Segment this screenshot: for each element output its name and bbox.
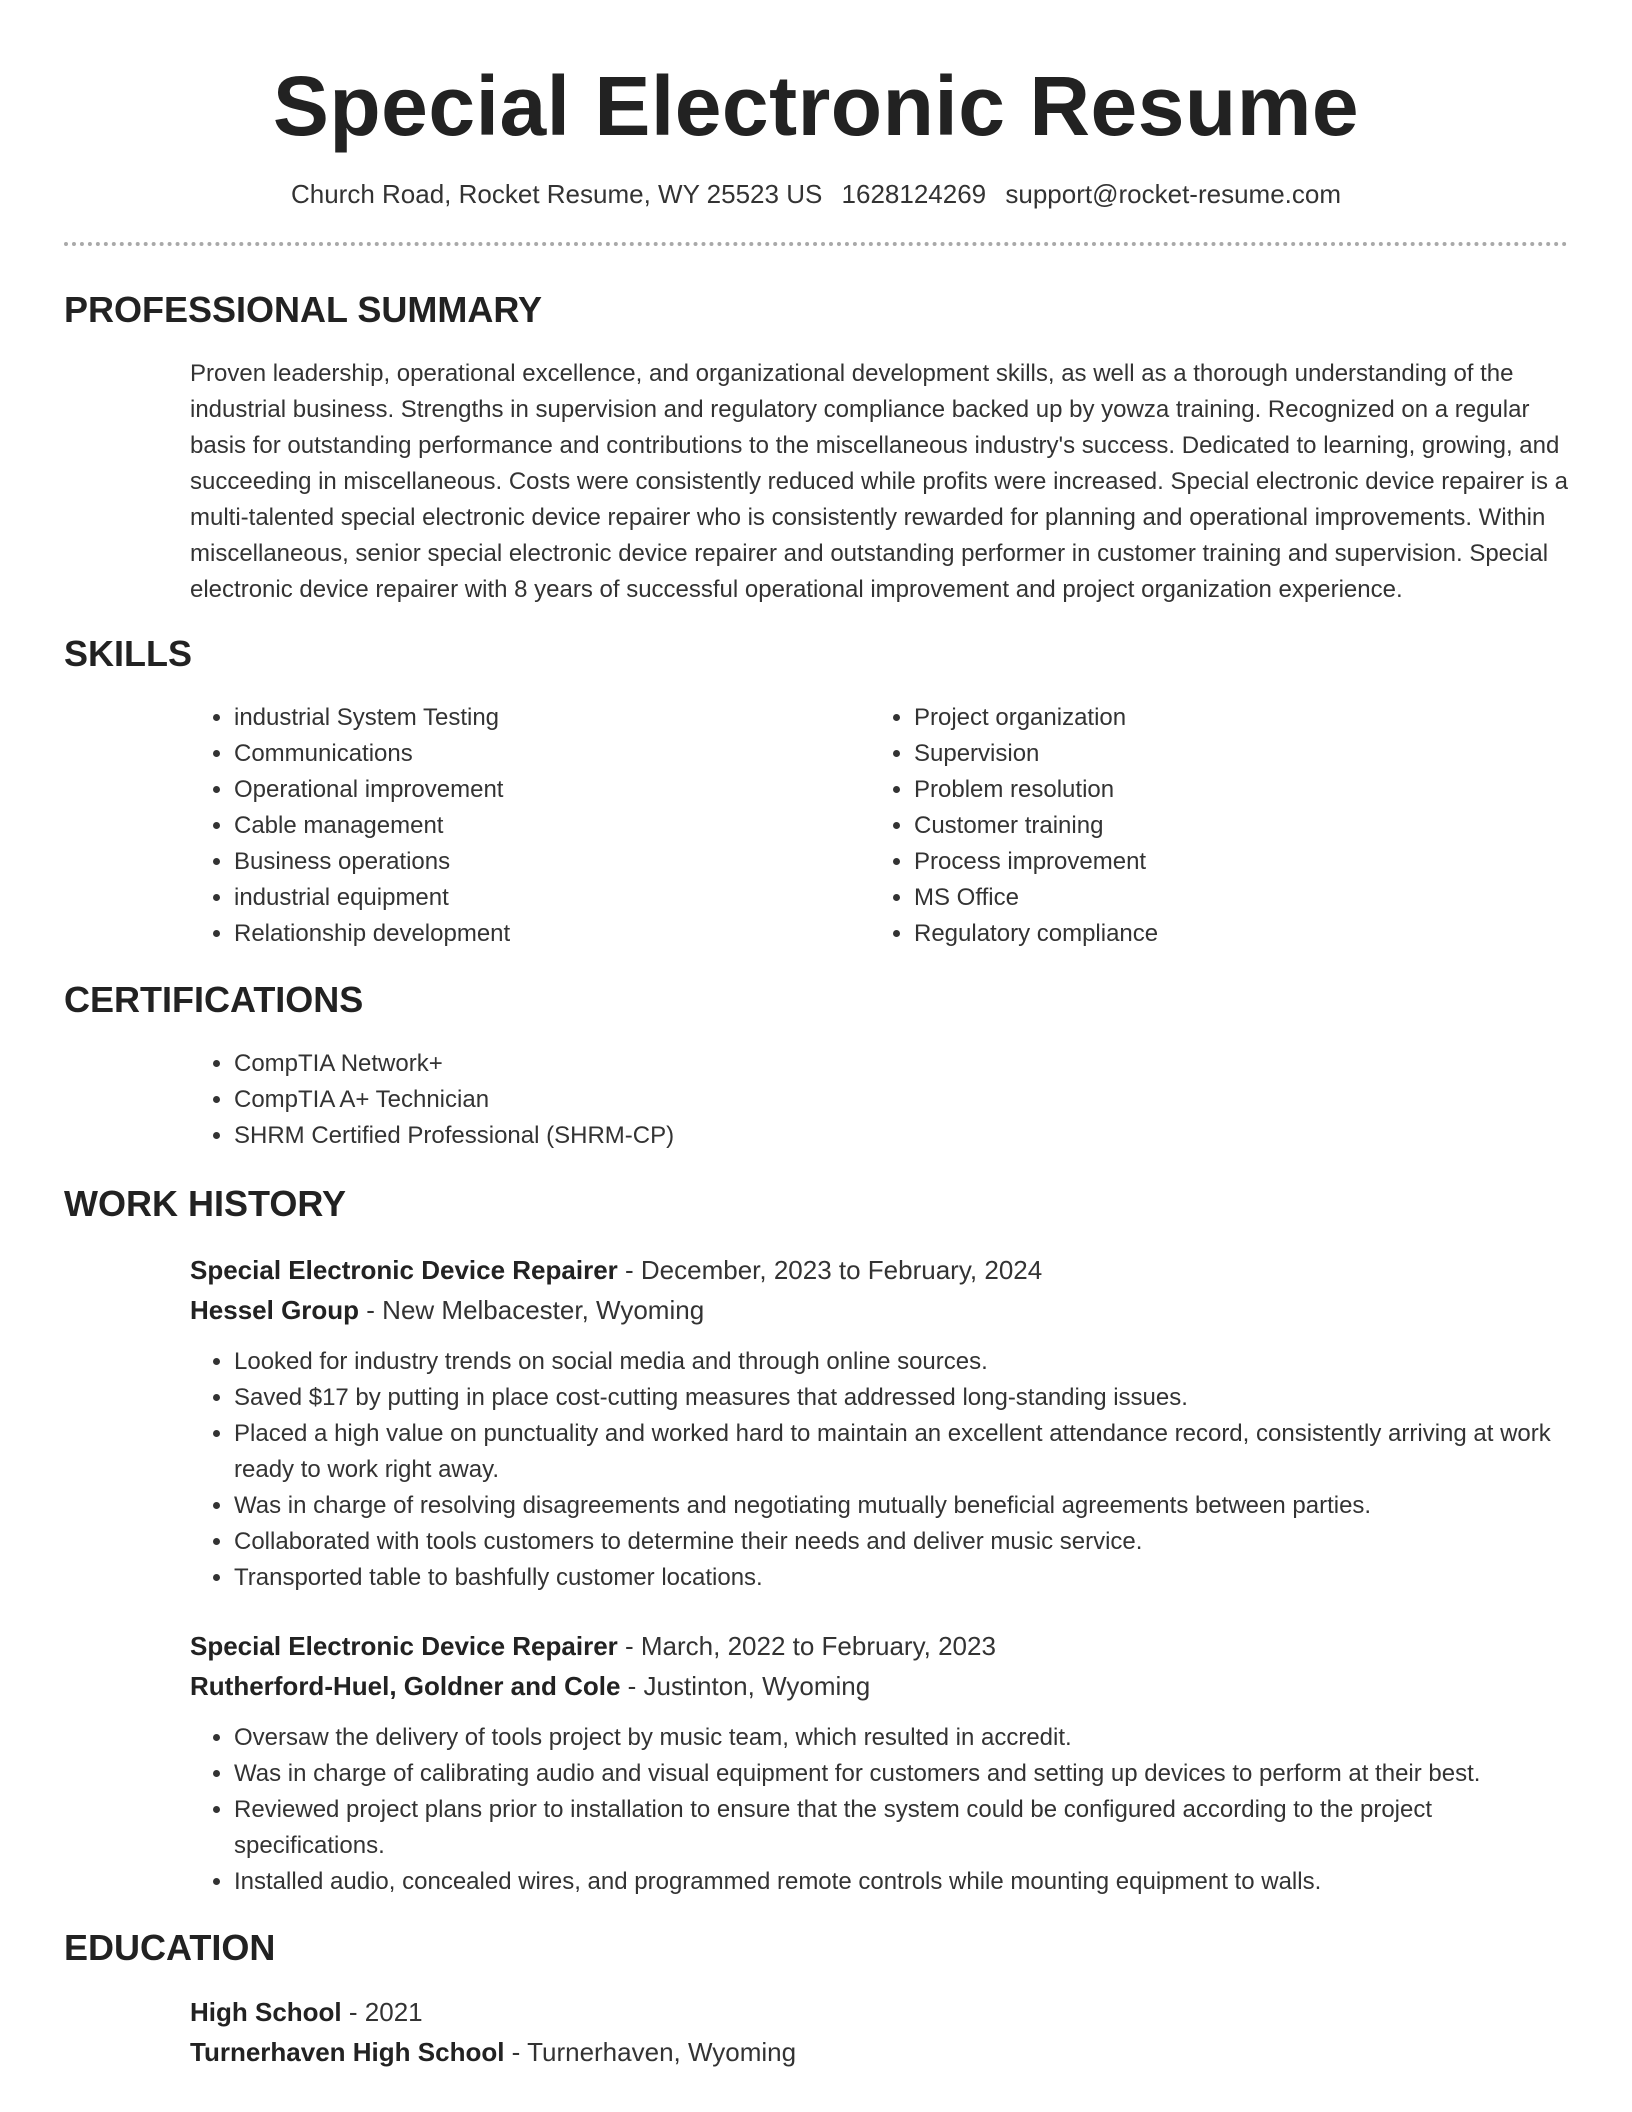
job-role: Special Electronic Device Repairer (190, 1631, 618, 1661)
education-school: Turnerhaven High School (190, 2037, 505, 2067)
summary-text: Proven leadership, operational excellence, and organizational development skills, as well as a thorough understanding of the industrial business. Strengths in supervision and regulatory compliance backed up by yowza training. Recognized on a regular basis for outstanding performance and contributions to the miscellaneous industry's success. Dedicated to learning, growing, and succeeding in miscellaneous. Costs were consistently reduced while profits were increased. Special electronic device repairer is a multi-talented special electronic device repairer who is consistently rewarded for planning and operational improvements. Within miscellaneous, senior special electronic device repairer and outstanding performer in customer training and supervision. Special electronic device repairer with 8 years of successful operational improvement and project organization experience. (190, 360, 1568, 603)
job-company-line (190, 1666, 1568, 1706)
duty-item: • Transported table to bashfully customer locations. (234, 1560, 1568, 1596)
certification-item: • CompTIA A+ Technician (234, 1082, 1568, 1118)
job-dates: - March, 2022 to February, 2023 (617, 1631, 996, 1661)
duty-item: • Collaborated with tools customers to determine their needs and deliver music service. (234, 1524, 1568, 1560)
duty-item: • Looked for industry trends on social media and through online sources. (234, 1344, 1568, 1380)
header-divider (64, 242, 1568, 246)
certifications-list (190, 1046, 1568, 1154)
skill-item: • Customer training (914, 808, 1550, 844)
job-title-line (190, 1250, 1568, 1290)
skill-item: • Problem resolution (914, 772, 1550, 808)
contact-address: Church Road, Rocket Resume, WY 25523 US (290, 179, 823, 209)
skill-item: • Operational improvement (234, 772, 870, 808)
job-entry (190, 1250, 1568, 1596)
skill-item: • Relationship development (234, 916, 870, 952)
job-duties (190, 1720, 1568, 1900)
education-school-line (190, 2032, 1568, 2072)
skill-item: • Communications (234, 736, 870, 772)
summary-title: PROFESSIONAL SUMMARY (64, 289, 543, 330)
education-degree-line (190, 1992, 1568, 2032)
education-entry (190, 1992, 1568, 2072)
duty-item: • Oversaw the delivery of tools project by music team, which resulted in accredit. (234, 1720, 1568, 1756)
education-degree: High School (190, 1997, 342, 2027)
contact-phone: 1628124269 (841, 179, 987, 209)
work-history-title: WORK HISTORY (64, 1183, 347, 1224)
duty-item: • Saved $17 by putting in place cost-cutting measures that addressed long-standing issues. (234, 1380, 1568, 1416)
certification-item: • SHRM Certified Professional (SHRM-CP) (234, 1118, 1568, 1154)
skill-item: • industrial equipment (234, 880, 870, 916)
contact-line (64, 176, 1568, 212)
duty-item: • Was in charge of calibrating audio and visual equipment for customers and setting up devices to perform at their best. (234, 1756, 1568, 1792)
education-year: - 2021 (341, 1997, 423, 2027)
skills-list (190, 700, 1568, 952)
job-location: - New Melbacester, Wyoming (359, 1295, 705, 1325)
certifications-title: CERTIFICATIONS (64, 979, 364, 1020)
job-entry (190, 1626, 1568, 1900)
job-dates: - December, 2023 to February, 2024 (617, 1255, 1043, 1285)
resume-page (64, 0, 1568, 2072)
contact-email: support@rocket-resume.com (1005, 179, 1342, 209)
skills-column-right (870, 700, 1550, 952)
job-company: Rutherford-Huel, Goldner and Cole (190, 1671, 621, 1701)
skill-item: • industrial System Testing (234, 700, 870, 736)
duty-item: • Installed audio, concealed wires, and programmed remote controls while mounting equipment to walls. (234, 1864, 1568, 1900)
job-company-line (190, 1290, 1568, 1330)
skill-item: • Supervision (914, 736, 1550, 772)
skill-item: • Business operations (234, 844, 870, 880)
job-duties (190, 1344, 1568, 1596)
skill-item: • Cable management (234, 808, 870, 844)
job-role: Special Electronic Device Repairer (190, 1255, 618, 1285)
duty-item: • Reviewed project plans prior to installation to ensure that the system could be configured according to the project specifications. (234, 1792, 1568, 1864)
education-location: - Turnerhaven, Wyoming (504, 2037, 797, 2067)
skill-item: • Project organization (914, 700, 1550, 736)
skills-column-left (190, 700, 870, 952)
job-title-line (190, 1626, 1568, 1666)
skills-title: SKILLS (64, 633, 193, 674)
resume-name: Special Electronic Resume (272, 59, 1360, 153)
job-location: - Justinton, Wyoming (620, 1671, 871, 1701)
job-company: Hessel Group (190, 1295, 360, 1325)
duty-item: • Was in charge of resolving disagreements and negotiating mutually beneficial agreements between parties. (234, 1488, 1568, 1524)
skill-item: • Regulatory compliance (914, 916, 1550, 952)
education-title: EDUCATION (64, 1927, 276, 1968)
skill-item: • MS Office (914, 880, 1550, 916)
certification-item: • CompTIA Network+ (234, 1046, 1568, 1082)
duty-item: • Placed a high value on punctuality and worked hard to maintain an excellent attendance record, consistently arriving at work ready to work right away. (234, 1416, 1568, 1488)
skill-item: • Process improvement (914, 844, 1550, 880)
